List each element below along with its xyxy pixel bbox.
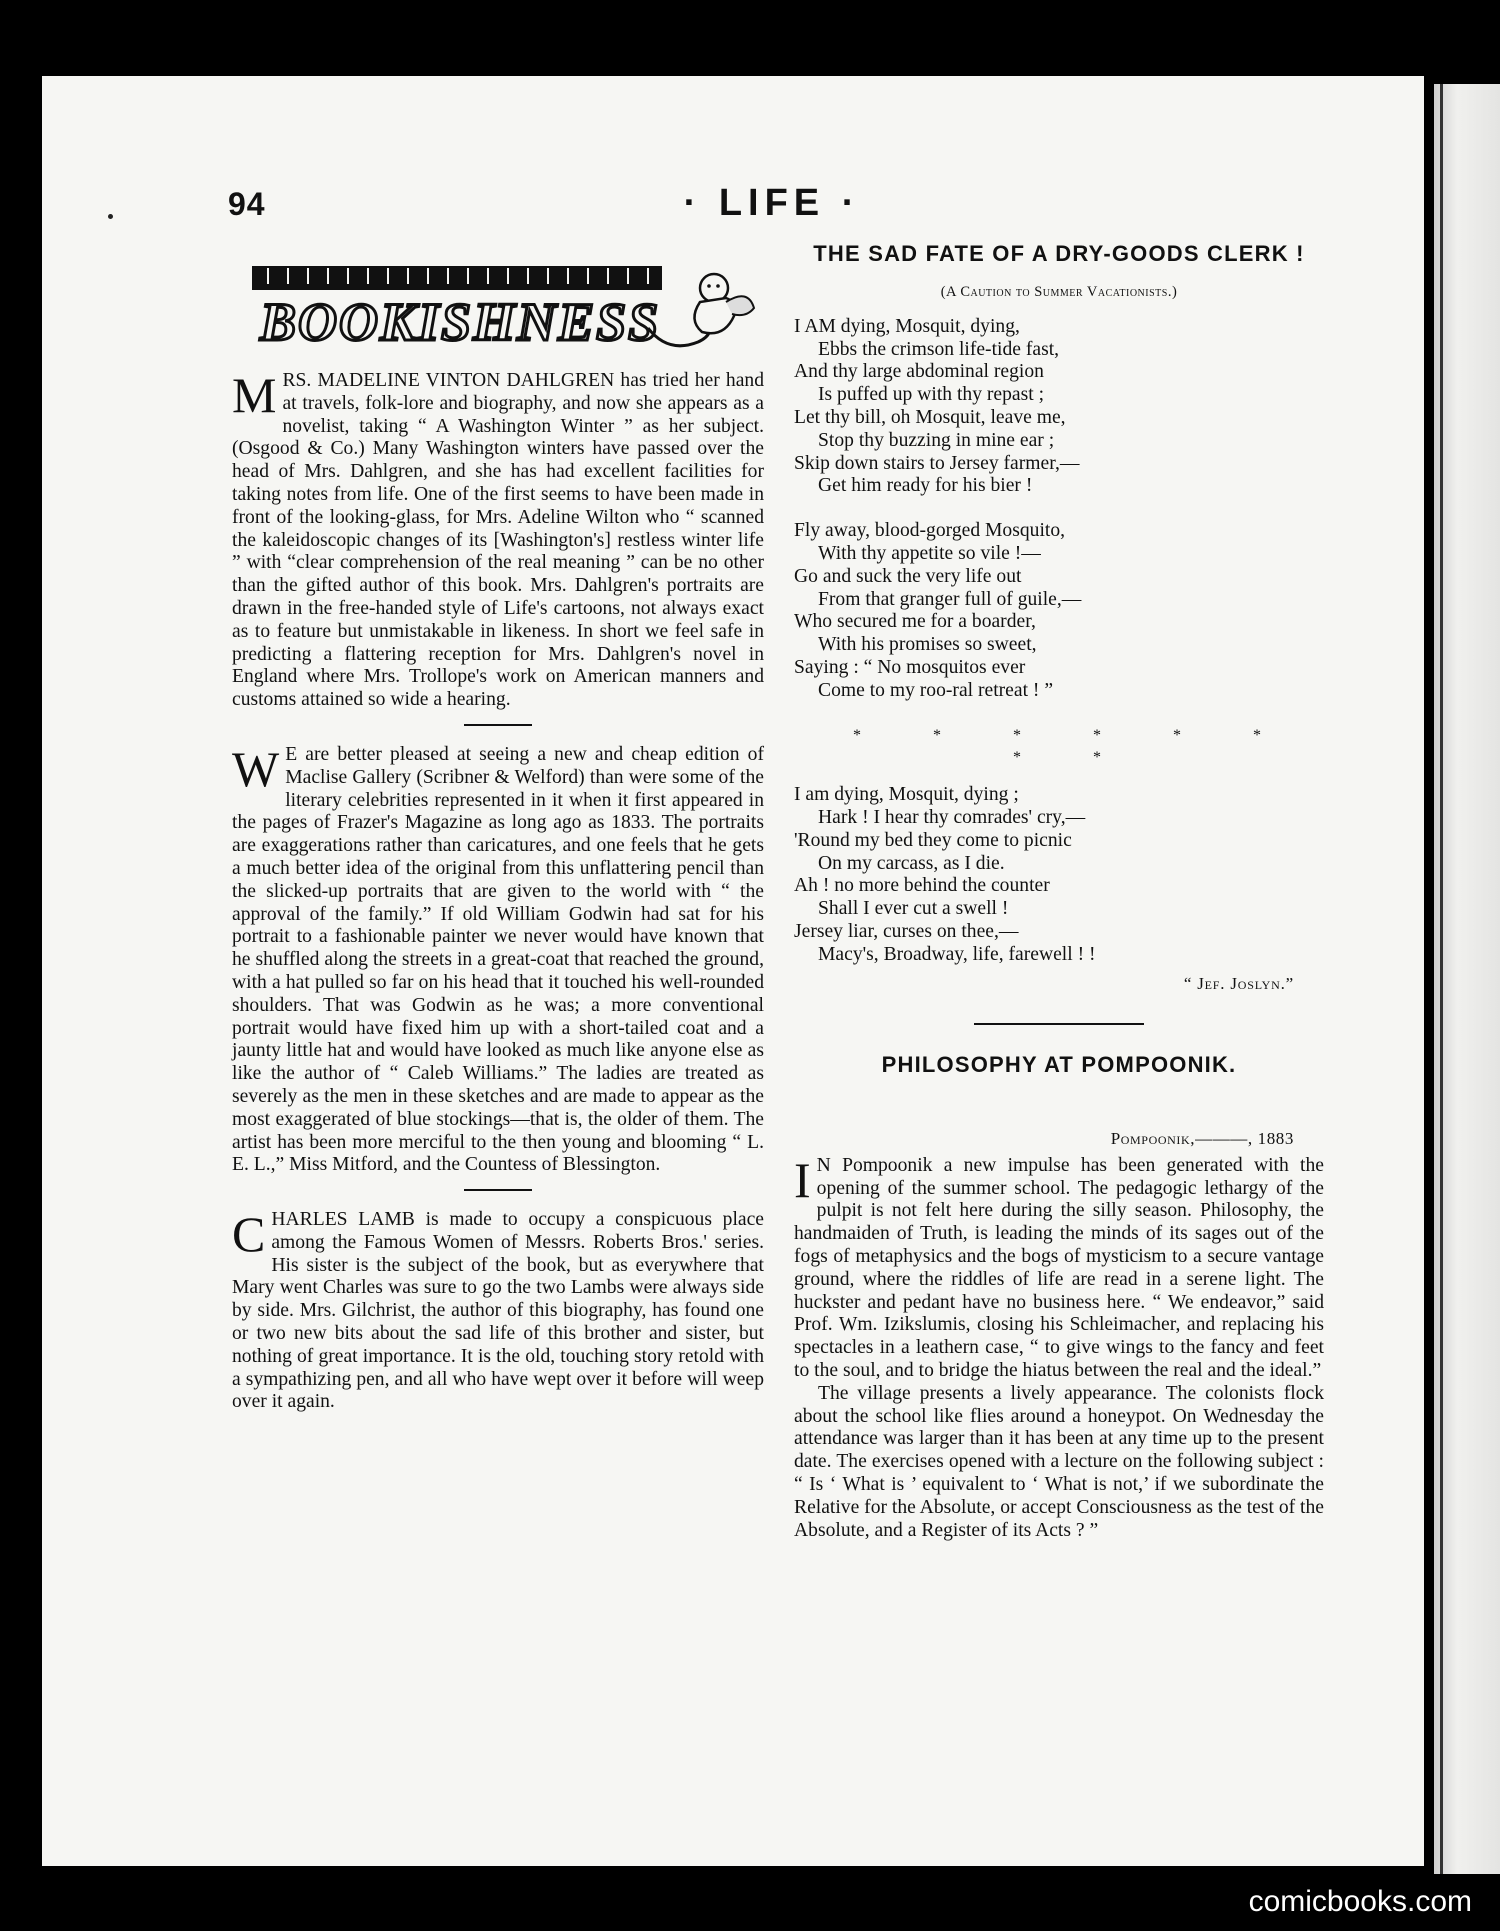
poem-line: Fly away, blood-gorged Mosquito, <box>794 520 1066 542</box>
poem-section <box>794 240 1324 1078</box>
poem-line: Is puffed up with thy repast ; <box>818 384 1045 406</box>
bookishness-header-logo <box>248 258 758 360</box>
section-divider <box>464 1189 532 1191</box>
poem-line: Jersey liar, curses on thee,— <box>794 920 1019 942</box>
site-watermark: comicbooks.com <box>1248 1885 1472 1918</box>
page-number: 94 <box>228 186 266 222</box>
poem-line: Skip down stairs to Jersey farmer,— <box>794 452 1080 474</box>
poem-line: Ah ! no more behind the counter <box>794 875 1050 897</box>
article-maclise-text: E are better pleased at seeing a new and cheap edition of Maclise Gallery (Scribner & Welford) than were some of the literary celebrities represented in it when it first appeared in the pages of Frazer's Magazine as long ago as 1833. The portraits are exaggerations rather than caricatures, and one feels that he gets a much better idea of the original from this unflattering pencil than the slicked-up portraits that are given to the world with “ the approval of the family.” If old William Godwin had sat for his portrait to a fashionable painter we never would have known that he shuffled along the streets in a great-coat that reached the ground, with a hat pulled so far on his head that it touched his well-rounded shoulders. That was Godwin as he was; a more conventional portrait would have fixed him up with a short-tailed coat and a jaunty little hat and would have looked as much like anyone else as like the author of “ Caleb Williams.” The ladies are treated as severely as the men in these sketches and are made to appear as the most exaggerated of blue stockings—that is, the older of them. The artist has been more merciful to the then young and blooming “ L. E. L.,” Miss Mitford, and the Countess of Blessington. <box>232 743 764 1176</box>
left-column <box>232 367 764 1414</box>
masthead-title: · LIFE · <box>683 182 861 224</box>
poem-subtitle: (A Caution to Summer Vacationists.) <box>940 284 1178 300</box>
dropcap-m: M <box>232 367 277 423</box>
dropcap-w: W <box>232 740 280 797</box>
stanza-2 <box>794 520 1324 702</box>
poem-line: Hark ! I hear thy comrades' cry,— <box>818 806 1086 828</box>
poem-line: Ebbs the crimson life-tide fast, <box>818 338 1060 360</box>
article-dahlgren <box>232 367 764 712</box>
article-lamb <box>232 1206 764 1414</box>
poem-line: With thy appetite so vile !— <box>818 542 1041 564</box>
section-divider <box>464 724 532 726</box>
poem-line: Get him ready for his bier ! <box>818 475 1033 497</box>
poem-line: Go and suck the very life out <box>794 565 1022 587</box>
stanza-1 <box>794 316 1324 498</box>
poem-line: Macy's, Broadway, life, farewell ! ! <box>818 943 1096 965</box>
poem-line: Let thy bill, oh Mosquit, leave me, <box>794 406 1066 428</box>
svg-text:BOOKISHNESS: BOOKISHNESS <box>260 292 661 352</box>
margin-dot <box>108 214 113 219</box>
poem-line: I AM dying, Mosquit, dying, <box>794 315 1020 337</box>
next-page-edge <box>1434 84 1500 1874</box>
asterism-divider: * * * * * * * * <box>853 726 1295 767</box>
philosophy-paragraph-1 <box>794 1151 1324 1383</box>
poem-signature: “ Jef. Joslyn.” <box>1183 973 1294 993</box>
philosophy-article <box>794 1128 1324 1542</box>
philosophy-title: PHILOSOPHY AT POMPOONIK. <box>881 1052 1237 1078</box>
poem-line: Come to my roo-ral retreat ! ” <box>818 679 1054 701</box>
philosophy-para1-text: N Pompoonik a new impulse has been generated with the opening of the summer school. The pedagogic lethargy of the pulpit is not felt here during the silly season. Philosophy, the handmaiden of Truth, is leading the minds of its sages out of the fogs of metaphysics and the bogs of mysticism to a secure vantage ground, where the riddles of life are read in a serene light. The huckster and pedant have no business here. “ We endeavor,” said Prof. Wm. Izikslumis, closing his Schleimacher, and replacing his spectacles in a leathern case, “ to give wings to the fancy and feet to the soul, and to bridge the hiatus between the real and the ideal.” <box>794 1154 1324 1381</box>
poem-line: I am dying, Mosquit, dying ; <box>794 784 1019 806</box>
poem-line: Stop thy buzzing in mine ear ; <box>818 429 1055 451</box>
poem-line: On my carcass, as I die. <box>818 852 1005 874</box>
section-divider <box>974 1023 1144 1025</box>
article-lamb-text: HARLES LAMB is made to occupy a conspicuous place among the Famous Women of Messrs. Roberts Bros.' series. His sister is the subject of the book, but as everywhere that Mary went Charles was sure to go the two Lambs were always side by side. Mrs. Gilchrist, the author of this biography, has found one or two new bits about the sad life of this brother and sister, but nothing of great importance. It is the old, touching story retold with a sympathizing pen, and all who have wept over it before will weep over it again. <box>232 1209 764 1413</box>
poem-line: Who secured me for a boarder, <box>794 611 1036 633</box>
poem-line: Shall I ever cut a swell ! <box>818 898 1009 920</box>
article-dahlgren-text: RS. MADELINE VINTON DAHLGREN has tried her hand at travels, folk-lore and biography, and now she appears as a novelist, taking “ A Washington Winter ” as her subject. (Osgood & Co.) Many Washington winters have passed over the head of Mrs. Dahlgren, and she has had excellent facilities for taking notes from life. One of the first seems to have been made in front of the looking-glass, for Mrs. Adeline Wilton who “ scanned the kaleidoscopic changes of its [Washington's] restless winter life ” with “clear comprehension of the real meaning ” can be no other than the gifted author of this book. Mrs. Dahlgren's portraits are drawn in the free-handed style of Life's cartoons, not always exact as to feature but unmistakable in likeness. In short we feel safe in predicting a flattering reception for Mrs. Dahlgren's novel in England where Mrs. Trollope's work on American manners and customs attained so wide a hearing. <box>232 370 764 711</box>
stanza-3 <box>794 784 1324 966</box>
dropcap-c: C <box>232 1206 266 1263</box>
poem-line: Saying : “ No mosquitos ever <box>794 656 1026 678</box>
poem-line: From that granger full of guile,— <box>818 588 1082 610</box>
poem-title: THE SAD FATE OF A DRY-GOODS CLERK ! <box>813 241 1305 266</box>
article-maclise <box>232 740 764 1177</box>
poem-line: With his promises so sweet, <box>818 634 1037 656</box>
poem-line: And thy large abdominal region <box>794 361 1044 383</box>
dateline: Pompoonik,———, 1883 <box>1110 1129 1294 1148</box>
poem-body <box>794 316 1324 996</box>
dropcap-i: I <box>794 1151 811 1208</box>
poem-line: 'Round my bed they come to picnic <box>794 829 1072 851</box>
philosophy-paragraph-2: The village presents a lively appearance. The colonists flock about the school like flies around a honeypot. On Wednesday the attendance was larger than it has been at any time up to the present date. The exercises opened with a lecture on the following subject : “ Is ‘ What is ’ equivalent to ‘ What is not,’ if we subordinate the Relative for the Absolute, or accept Consciousness as the test of the Absolute, and a Register of its Acts ? ” <box>794 1382 1324 1541</box>
